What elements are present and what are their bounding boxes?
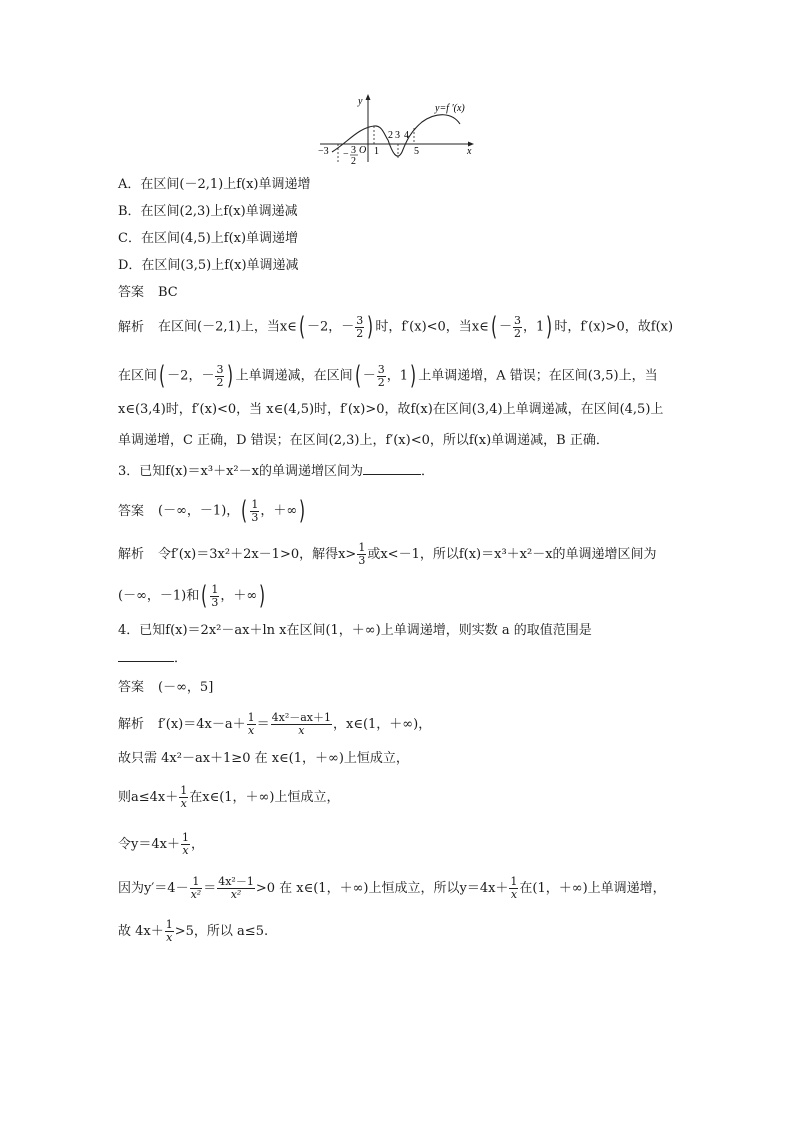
numerator: 1 bbox=[190, 876, 203, 889]
q2-analysis-line2 bbox=[118, 363, 658, 389]
numerator: 1 bbox=[247, 711, 255, 724]
denominator: x bbox=[180, 797, 187, 810]
text: f′(x)＝4x－a＋ bbox=[158, 717, 246, 732]
text: 或x<－1，所以f(x)＝x³＋x²－x的单调递增区间为 bbox=[367, 547, 657, 562]
option-a: A．在区间(－2,1)上f(x)单调递增 bbox=[118, 177, 311, 192]
text: ． bbox=[420, 464, 434, 479]
text: － bbox=[498, 319, 512, 335]
q3-stem bbox=[118, 462, 434, 481]
answer-label: 答案 bbox=[118, 503, 145, 519]
q4-stem: 4．已知f(x)＝2x²－ax＋ln x在区间(1，＋∞)上单调递增，则实数 a 的取值范围是 bbox=[118, 623, 592, 638]
tick-3-2-den: 2 bbox=[351, 156, 356, 164]
numerator: 1 bbox=[211, 582, 219, 596]
numerator: 3 bbox=[513, 313, 521, 327]
option-d: D．在区间(3,5)上f(x)单调递减 bbox=[118, 258, 299, 273]
text: 时，f′(x)<0，当 bbox=[375, 319, 472, 335]
numerator: 4x²－ax＋1 bbox=[271, 711, 331, 724]
text: (－∞，－1)， bbox=[158, 503, 240, 519]
numerator: 1 bbox=[358, 541, 366, 554]
y-axis-arrow bbox=[366, 94, 371, 100]
text: >0 在 x∈(1，＋∞)上恒成立，所以y＝4x＋ bbox=[255, 881, 509, 896]
q4-analysis-line3 bbox=[118, 785, 339, 810]
tick-1: 1 bbox=[374, 146, 379, 157]
q4-answer bbox=[118, 679, 213, 697]
paren: ) bbox=[227, 361, 234, 391]
numerator: 3 bbox=[216, 362, 224, 376]
text: x∈ bbox=[279, 319, 297, 335]
text: 令y＝4x＋ bbox=[118, 837, 180, 852]
q2-analysis-line3: x∈(3,4)时，f′(x)<0，当 x∈(4,5)时，f′(x)>0，故f(x)在区间(3,4)上单调递减，在区间(4,5)上 bbox=[118, 402, 664, 417]
q4-analysis-line1 bbox=[118, 712, 431, 737]
numerator: 1 bbox=[165, 918, 173, 931]
text: 上单调递增，A 错误；在区间(3,5)上，当 bbox=[418, 368, 658, 384]
q4-analysis-line6 bbox=[118, 919, 268, 944]
tick-3-2-num: 3 bbox=[351, 145, 356, 156]
curve-label: y=f ′(x) bbox=[435, 103, 465, 114]
text: ，x∈(1，＋∞)， bbox=[333, 717, 432, 732]
text: 令f′(x)＝3x²＋2x－1>0，解得x> bbox=[158, 547, 357, 562]
denominator: 3 bbox=[358, 554, 366, 567]
denominator: x bbox=[248, 724, 255, 737]
denominator: x bbox=[166, 931, 173, 944]
analysis-label: 解析 bbox=[118, 547, 145, 562]
text: 上单调递减，在区间 bbox=[235, 368, 353, 384]
answer-label: 答案 bbox=[118, 285, 145, 300]
text: x∈ bbox=[471, 319, 489, 335]
tick-2: 2 bbox=[388, 130, 393, 141]
denominator: 2 bbox=[513, 326, 521, 340]
text: 时，f′(x)>0，故f(x) bbox=[554, 319, 674, 335]
paren: ( bbox=[159, 361, 166, 391]
denominator: 3 bbox=[251, 510, 259, 524]
numerator: 3 bbox=[356, 313, 364, 327]
text: 在区间(－2,1)上，当 bbox=[158, 319, 280, 335]
paren: ) bbox=[259, 581, 266, 611]
fraction bbox=[210, 584, 219, 609]
denominator: x² bbox=[230, 888, 242, 901]
text: 在(1，＋∞)上单调递增， bbox=[519, 881, 666, 896]
fraction bbox=[355, 315, 364, 340]
q3-analysis-line1 bbox=[118, 542, 657, 567]
fraction bbox=[271, 712, 332, 737]
tick-minus: − bbox=[343, 149, 349, 160]
tick-origin: O bbox=[359, 145, 367, 156]
fraction bbox=[217, 876, 255, 901]
q4-analysis-line4 bbox=[118, 832, 204, 857]
tick-neg3: −3 bbox=[318, 146, 329, 157]
q2-analysis-line4: 单调递增，C 正确，D 错误；在区间(2,3)上，f′(x)<0，所以f(x)单调递减，B 正确． bbox=[118, 433, 609, 448]
numerator: 1 bbox=[510, 875, 518, 888]
fraction bbox=[215, 364, 224, 389]
text: 在x∈(1，＋∞)上恒成立， bbox=[189, 790, 340, 805]
fraction bbox=[247, 712, 256, 737]
paren: ) bbox=[410, 361, 417, 391]
fraction bbox=[165, 919, 174, 944]
denominator: x bbox=[298, 724, 305, 737]
denominator: 3 bbox=[211, 595, 219, 609]
q4-analysis-line5 bbox=[118, 876, 666, 901]
answer-text: (－∞，5] bbox=[158, 680, 214, 695]
paren: ( bbox=[354, 361, 361, 391]
text: ， bbox=[190, 837, 204, 852]
numerator: 1 bbox=[251, 497, 259, 511]
text: －2，－ bbox=[167, 368, 215, 384]
q3-answer bbox=[118, 498, 307, 524]
text: 在区间 bbox=[118, 368, 158, 384]
denominator: 2 bbox=[216, 375, 224, 389]
numerator: 1 bbox=[181, 831, 189, 844]
fraction bbox=[509, 876, 518, 901]
fraction bbox=[181, 832, 190, 857]
numerator: 3 bbox=[377, 362, 385, 376]
text: ，1 bbox=[522, 319, 545, 335]
text: 因为y′＝4－ bbox=[118, 881, 189, 896]
derivative-graph bbox=[318, 92, 478, 164]
answer-text: BC bbox=[158, 285, 178, 300]
option-b: B．在区间(2,3)上f(x)单调递减 bbox=[118, 204, 298, 219]
fraction bbox=[377, 364, 386, 389]
text: (－∞，－1)和 bbox=[118, 588, 200, 604]
text: 则a≤4x＋ bbox=[118, 790, 179, 805]
paren: ( bbox=[201, 581, 208, 611]
paren: ) bbox=[367, 312, 374, 342]
tick-5: 5 bbox=[414, 146, 419, 157]
paren: ) bbox=[299, 496, 306, 526]
text: ＝ bbox=[256, 717, 270, 732]
tick-4: 4 bbox=[404, 130, 409, 141]
text: ＝ bbox=[203, 881, 217, 896]
x-axis-label: x bbox=[467, 146, 472, 157]
q4-stem-blank bbox=[118, 649, 187, 668]
q2-answer bbox=[118, 284, 178, 302]
numerator: 4x²－1 bbox=[218, 875, 254, 888]
fraction bbox=[513, 315, 522, 340]
numerator: 1 bbox=[180, 784, 188, 797]
q4-analysis-line2: 故只需 4x²－ax＋1≥0 在 x∈(1，＋∞)上恒成立， bbox=[118, 751, 409, 766]
answer-blank bbox=[363, 462, 421, 475]
denominator: x bbox=[182, 844, 189, 857]
paren: ) bbox=[546, 312, 553, 342]
paren: ( bbox=[298, 312, 305, 342]
text: ，1 bbox=[386, 368, 409, 384]
denominator: x² bbox=[190, 888, 202, 901]
denominator: x bbox=[510, 888, 518, 901]
paren: ( bbox=[241, 496, 248, 526]
text: ，＋∞ bbox=[260, 503, 298, 519]
text: 3．已知f(x)＝x³＋x²－x的单调递增区间为 bbox=[118, 464, 363, 479]
fraction bbox=[357, 542, 366, 567]
fraction bbox=[250, 499, 259, 524]
text: ． bbox=[174, 651, 188, 666]
analysis-label: 解析 bbox=[118, 717, 145, 732]
answer-label: 答案 bbox=[118, 680, 145, 695]
q2-analysis-line1 bbox=[118, 314, 673, 340]
analysis-label: 解析 bbox=[118, 319, 145, 335]
text: －2，－ bbox=[306, 319, 355, 335]
denominator: 2 bbox=[377, 375, 385, 389]
option-c: C．在区间(4,5)上f(x)单调递增 bbox=[118, 231, 299, 246]
denominator: 2 bbox=[356, 326, 364, 340]
text: >5，所以 a≤5. bbox=[174, 924, 269, 939]
tick-3: 3 bbox=[395, 130, 400, 141]
paren: ( bbox=[490, 312, 497, 342]
answer-blank bbox=[118, 649, 174, 662]
fraction bbox=[179, 785, 188, 810]
fraction bbox=[190, 876, 203, 901]
text: ，＋∞ bbox=[220, 588, 258, 604]
y-axis-label: y bbox=[358, 96, 363, 107]
text: － bbox=[362, 368, 376, 384]
text: 故 4x＋ bbox=[118, 924, 164, 939]
q3-analysis-line2 bbox=[118, 583, 267, 609]
